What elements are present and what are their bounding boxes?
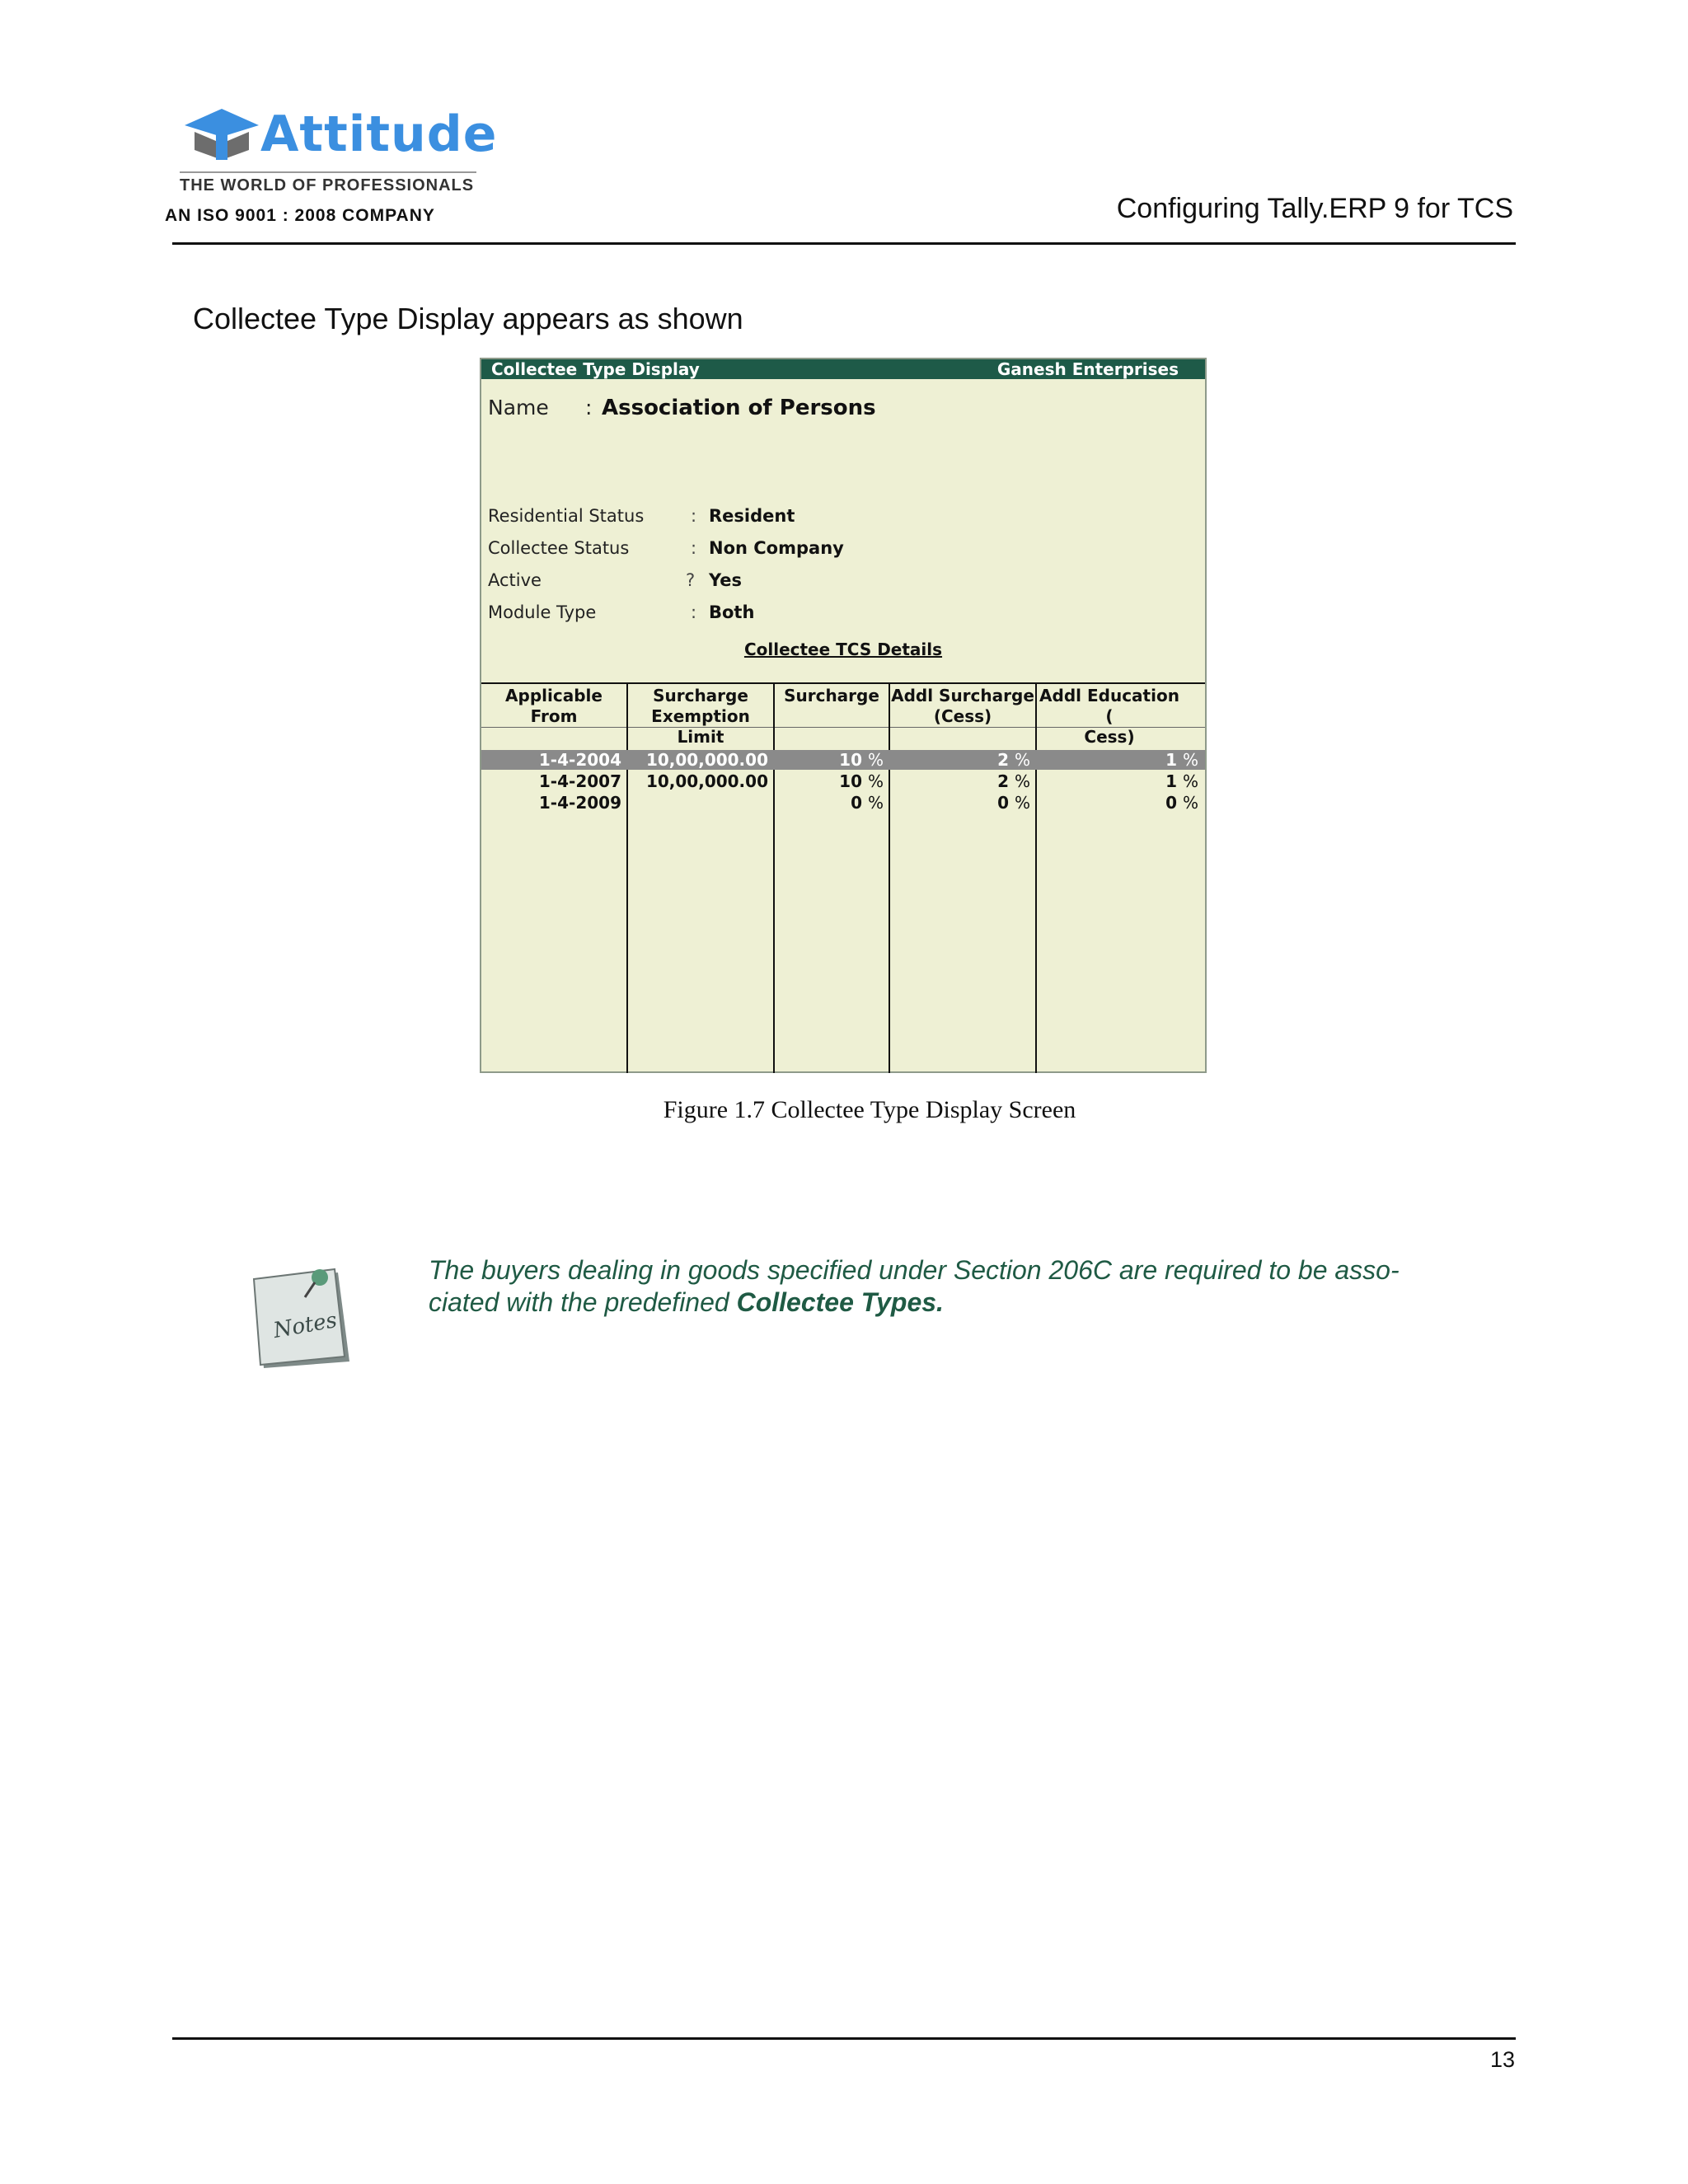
table-row[interactable] (481, 750, 1205, 770)
screen-title: Collectee Type Display (491, 359, 700, 379)
collectee-type-display-screen (480, 358, 1207, 1073)
applicable-from-cell: 1-4-2004 (538, 750, 621, 770)
name-separator: : (585, 396, 593, 419)
percent-sign: % (1014, 771, 1030, 791)
surcharge-cell (775, 771, 884, 791)
addl-surcharge-cell (890, 771, 1030, 791)
addl-education-value: 0 (1165, 793, 1178, 813)
residential-status-label: Residential Status (488, 506, 645, 526)
column-header-line: Exemption Limit (651, 706, 750, 747)
table-row[interactable] (481, 771, 1205, 791)
percent-sign: % (867, 750, 884, 770)
column-divider (773, 682, 775, 1073)
note-body: The buyers dealing in goods specified under Section 206C are required to be asso-ciated with the predefined (429, 1255, 1400, 1317)
surcharge-value: 10 (839, 750, 863, 770)
column-header-applicable-from (481, 686, 626, 727)
name-value[interactable]: Association of Persons (602, 396, 876, 420)
addl-surcharge-value: 0 (997, 793, 1010, 813)
addl-education-cell (1037, 750, 1198, 770)
screen-title-bar (481, 359, 1205, 379)
addl-surcharge-cell (890, 750, 1030, 770)
exemption-limit-cell: 10,00,000.00 (645, 771, 768, 791)
tcs-details-heading: Collectee TCS Details (743, 640, 943, 659)
field-separator: : (691, 602, 697, 622)
percent-sign: % (867, 771, 884, 791)
addl-education-cell (1037, 771, 1198, 791)
notes-icon (252, 1264, 354, 1371)
logo-tagline: THE WORLD OF PROFESSIONALS (180, 176, 475, 194)
collectee-status-value[interactable]: Non Company (709, 538, 844, 558)
name-label: Name (488, 396, 549, 419)
percent-sign: % (1014, 793, 1030, 813)
intro-text: Collectee Type Display appears as shown (193, 302, 743, 335)
module-type-value[interactable]: Both (709, 602, 755, 622)
footer-divider (172, 2037, 1516, 2040)
column-header-addl-education (1037, 686, 1182, 748)
surcharge-cell (775, 793, 884, 813)
column-header-line: Addl Surcharge (891, 686, 1034, 705)
addl-surcharge-cell (890, 793, 1030, 813)
logo-title: Attitude (260, 105, 498, 163)
logo-iso: AN ISO 9001 : 2008 COMPANY (165, 206, 435, 225)
surcharge-cell (775, 750, 884, 770)
table-top-rule (481, 682, 1205, 684)
column-header-surcharge (775, 686, 889, 706)
addl-education-value: 1 (1165, 750, 1178, 770)
addl-education-cell (1037, 793, 1198, 813)
note-text (429, 1254, 1467, 1319)
column-header-line: Surcharge (784, 686, 879, 705)
notes-icon-label: Notes (271, 1307, 340, 1344)
column-header-line: (Cess) (933, 706, 992, 726)
applicable-from-cell: 1-4-2009 (538, 793, 621, 813)
residential-status-value[interactable]: Resident (709, 506, 795, 526)
company-name: Ganesh Enterprises (996, 359, 1179, 379)
module-type-label: Module Type (488, 602, 597, 622)
percent-sign: % (1182, 793, 1198, 813)
column-header-line: From (530, 706, 578, 726)
collectee-status-label: Collectee Status (488, 538, 630, 558)
figure-caption: Figure 1.7 Collectee Type Display Screen (663, 1096, 1076, 1123)
addl-surcharge-value: 2 (997, 771, 1010, 791)
percent-sign: % (1014, 750, 1030, 770)
page-number: 13 (1489, 2047, 1515, 2072)
column-header-line: Surcharge (653, 686, 748, 705)
table-row[interactable] (481, 793, 1205, 813)
chapter-title: Configuring Tally.ERP 9 for TCS (1116, 193, 1513, 224)
column-header-exemption-limit (628, 686, 773, 748)
note-emphasis: Collectee Types. (736, 1287, 944, 1317)
active-value[interactable]: Yes (709, 570, 743, 590)
percent-sign: % (867, 793, 884, 813)
field-separator: : (691, 538, 697, 558)
company-logo (163, 104, 501, 234)
percent-sign: % (1182, 750, 1198, 770)
column-header-line: Cess) (1084, 727, 1135, 747)
field-separator: ? (686, 570, 696, 590)
column-header-addl-surcharge (890, 686, 1035, 727)
logo-divider (180, 171, 476, 173)
applicable-from-cell: 1-4-2007 (538, 771, 621, 791)
percent-sign: % (1182, 771, 1198, 791)
header-divider (172, 242, 1516, 245)
column-header-line: Applicable (505, 686, 603, 705)
column-divider (889, 682, 890, 1073)
column-header-line: Addl Education ( (1039, 686, 1179, 726)
active-label: Active (488, 570, 542, 590)
exemption-limit-cell: 10,00,000.00 (645, 750, 768, 770)
addl-education-value: 1 (1165, 771, 1178, 791)
field-separator: : (691, 506, 697, 526)
addl-surcharge-value: 2 (997, 750, 1010, 770)
surcharge-value: 10 (839, 771, 863, 791)
surcharge-value: 0 (851, 793, 863, 813)
graduation-cap-icon (185, 107, 259, 162)
